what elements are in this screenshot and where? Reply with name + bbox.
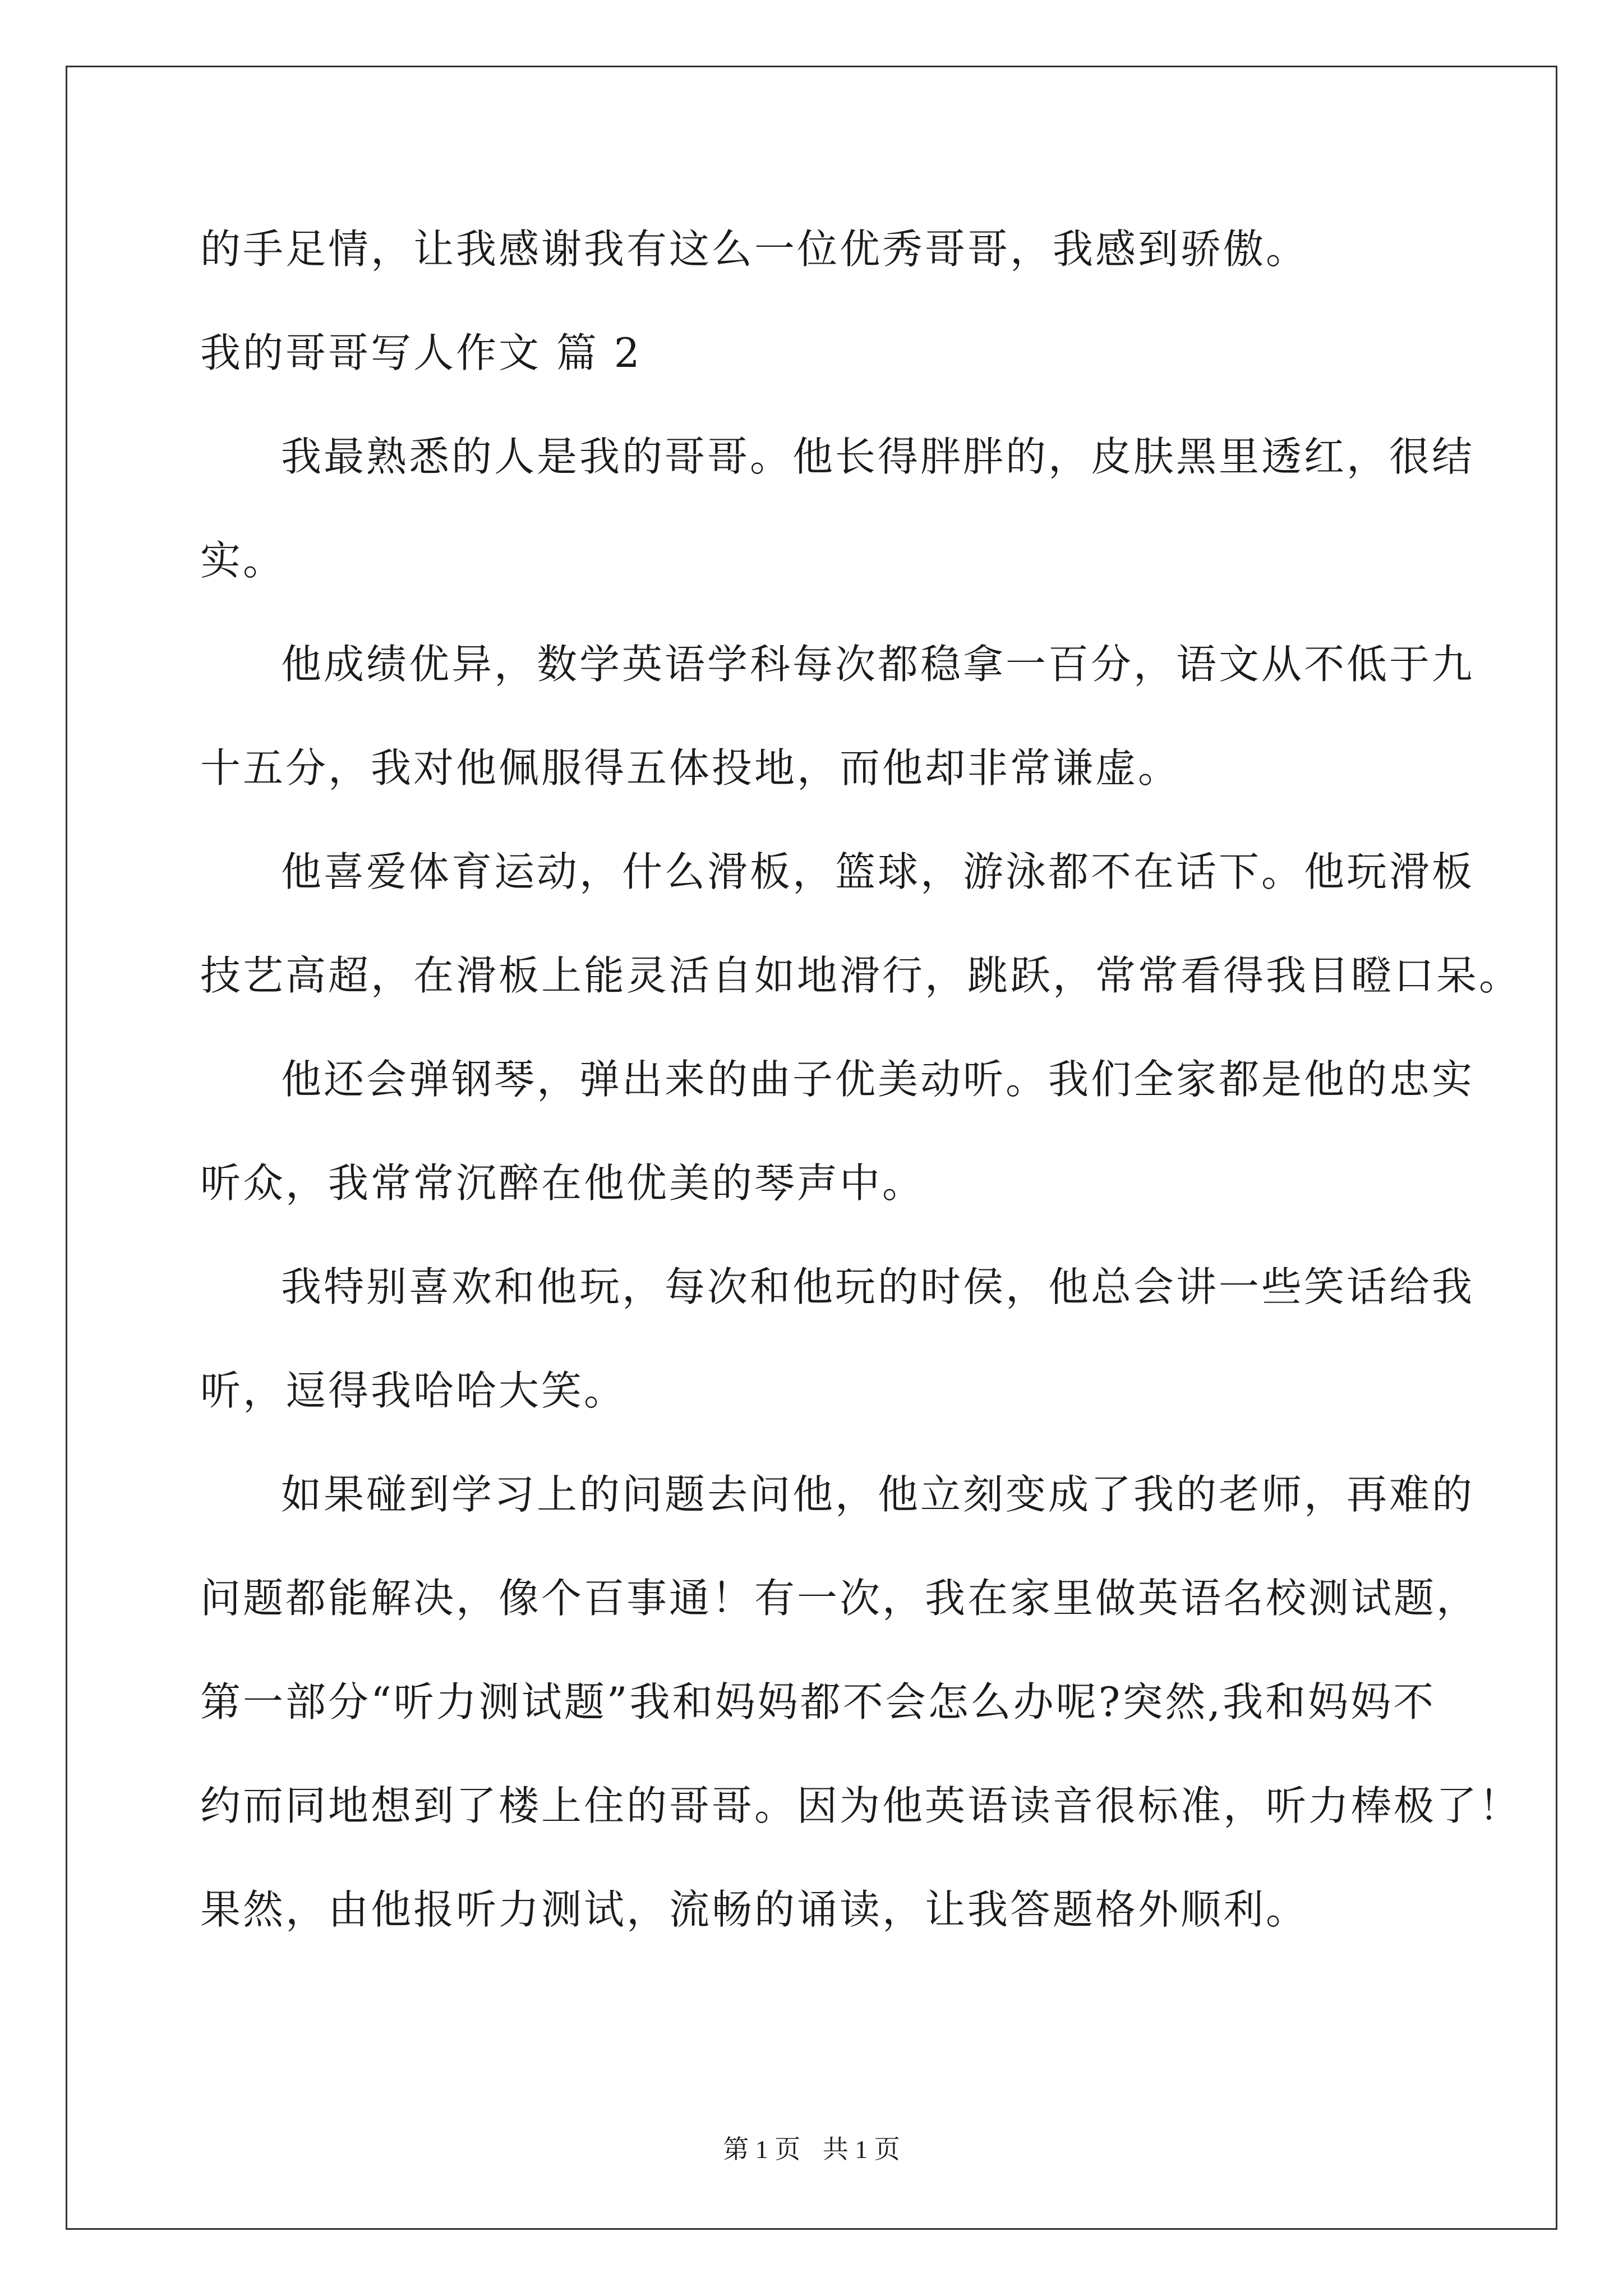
text-line-6: 十五分，我对他佩服得五体投地，而他却非常谦虚。 <box>200 744 1181 792</box>
text-line-8: 技艺高超，在滑板上能灵活自如地滑行，跳跃，常常看得我目瞪口呆。 <box>200 952 1522 999</box>
text-line-14: 问题都能解决，像个百事通！有一次，我在家里做英语名校测试题， <box>200 1575 1479 1622</box>
document-body <box>200 215 1522 1980</box>
text-line-10: 听众，我常常沉醉在他优美的琴声中。 <box>200 1159 925 1207</box>
text-line-1: 的手足情，让我感谢我有这么一位优秀哥哥，我感到骄傲。 <box>200 226 1309 273</box>
text-line-11: 我特别喜欢和他玩，每次和他玩的时侯，他总会讲一些笑话给我 <box>281 1263 1475 1310</box>
text-line-12: 听，逗得我哈哈大笑。 <box>200 1367 627 1414</box>
text-line-15: 第一部分“听力测试题”我和妈妈都不会怎么办呢?突然,我和妈妈不 <box>200 1678 1436 1726</box>
text-line-17: 果然，由他报听力测试，流畅的诵读，让我答题格外顺利。 <box>200 1886 1309 1933</box>
page-number-total: 共 1 页 <box>822 2135 900 2164</box>
text-line-13: 如果碰到学习上的问题去问他，他立刻变成了我的老师，再难的 <box>281 1471 1475 1518</box>
page-footer <box>0 2129 1623 2166</box>
text-line-7: 他喜爱体育运动，什么滑板，篮球，游泳都不在话下。他玩滑板 <box>281 848 1475 895</box>
text-line-16: 约而同地想到了楼上住的哥哥。因为他英语读音很标准，听力棒极了！ <box>200 1782 1522 1829</box>
section-title: 我的哥哥写人作文 篇 2 <box>200 329 642 376</box>
page-number-current: 第 1 页 <box>723 2135 801 2164</box>
text-line-3: 我最熟悉的人是我的哥哥。他长得胖胖的，皮肤黑里透红，很结 <box>281 433 1475 480</box>
text-line-9: 他还会弹钢琴，弹出来的曲子优美动听。我们全家都是他的忠实 <box>281 1056 1475 1103</box>
text-line-4: 实。 <box>200 537 286 584</box>
text-line-5: 他成绩优异，数学英语学科每次都稳拿一百分，语文从不低于九 <box>281 641 1475 688</box>
